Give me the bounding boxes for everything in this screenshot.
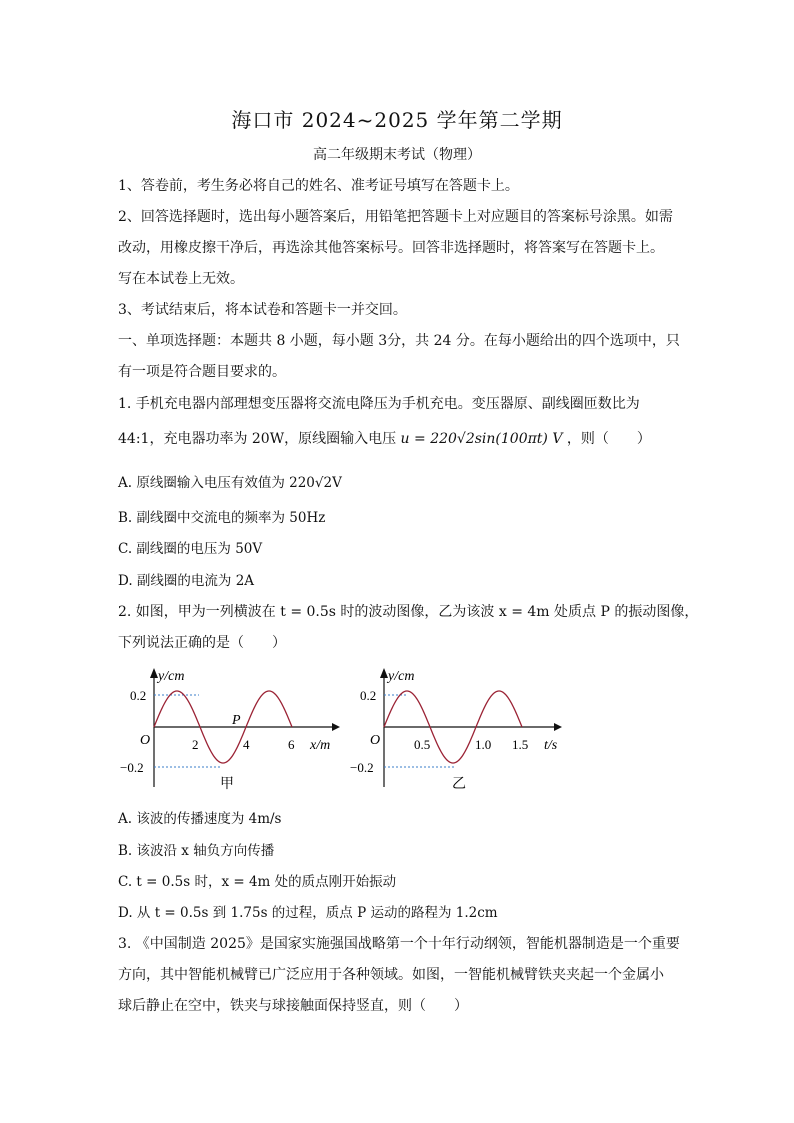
y-axis-arrow [380,668,388,678]
instruction-1: 1、答卷前，考生务必将自己的姓名、准考证号填写在答题卡上。 [118,178,519,194]
x-tick-2: 2 [192,737,199,752]
page-subtitle: 高二年级期末考试（物理） [313,147,481,163]
instruction-3: 3、考试结束后，将本试卷和答题卡一并交回。 [118,302,407,318]
instruction-2: 2、回答选择题时，选出每小题答案后，用铅笔把答题卡上对应题目的答案标号涂黑。如需 [118,209,673,225]
x-tick-6: 6 [288,737,295,752]
t-tick-0-5: 0.5 [414,737,431,752]
t-tick-1-0: 1.0 [475,737,492,752]
origin-label: O [370,733,381,748]
q3-stem-cont: 方向，其中智能机械臂已广泛应用于各种领域。如图，一智能机械臂铁夹夹起一个金属小 [118,967,664,983]
section-heading: 一、单项选择题：本题共 8 小题，每小题 3分，共 24 分。在每小题给出的四个选项中，只 [118,333,680,349]
q1-stem: 1. 手机充电器内部理想变压器将交流电降压为手机充电。变压器原、副线圈匝数比为 [118,396,640,412]
y-axis-label: y/cm [158,669,185,684]
q2-option-a: A. 该波的传播速度为 4m/s [118,811,282,827]
instruction-2-cont: 改动，用橡皮擦干净后，再选涂其他答案标号。回答非选择题时，将答案写在答题卡上。 [118,240,664,256]
q1-stem-part-b: ，则（ ） [566,431,651,447]
figure-caption-yi: 乙 [452,777,466,792]
x-axis-label: x/m [310,738,331,753]
y-tick-bottom: −0.2 [120,760,144,775]
q3-stem-end: 球后静止在空中，铁夹与球接触面保持竖直，则（ ） [118,998,468,1014]
q1-stem-cont [118,431,651,447]
q1-option-d: D. 副线圈的电流为 2A [118,573,255,589]
q2-option-d: D. 从 t = 0.5s 到 1.75s 的过程，质点 P 运动的路程为 1.2cm [118,905,498,921]
q1-formula: u = 220√2sin(100πt) V [400,431,563,447]
q2-stem: 2. 如图，甲为一列横波在 t = 0.5s 时的波动图像，乙为该波 x = 4m 处质点 P 的振动图像， [118,604,699,620]
t-axis-label: t/s [544,738,558,753]
q3-stem: 3. 《中国制造 2025》是国家实施强国战略第一个十年行动纲领，智能机器制造是一个重要 [118,936,680,952]
y-axis-arrow [150,668,158,678]
q1-option-b: B. 副线圈中交流电的频率为 50Hz [118,510,326,526]
q1-option-c: C. 副线圈的电压为 50V [118,541,263,557]
x-tick-4: 4 [243,737,250,752]
t-tick-1-5: 1.5 [512,737,529,752]
origin-label: O [140,733,151,748]
y-tick-top: 0.2 [360,688,377,703]
figure-caption-jia: 甲 [220,777,234,792]
y-tick-top: 0.2 [130,688,147,703]
q2-option-c: C. t = 0.5s 时，x = 4m 处的质点刚开始振动 [118,874,397,890]
x-axis-arrow [332,723,340,731]
vibration-graph-yi [348,662,578,797]
q2-stem-cont: 下列说法正确的是（ ） [118,635,286,651]
y-tick-bottom: −0.2 [350,760,374,775]
section-heading-cont: 有一项是符合题目要求的。 [118,364,286,380]
q2-option-b: B. 该波沿 x 轴负方向传播 [118,843,275,859]
wave-graph-jia [118,662,348,797]
page-title: 海口市 2024~2025 学年第二学期 [231,108,563,132]
y-axis-label: y/cm [388,669,415,684]
q1-option-a: A. 原线圈输入电压有效值为 220√2V [118,475,342,491]
point-p-label: P [232,713,241,728]
instruction-2-end: 写在本试卷上无效。 [118,271,244,287]
q1-stem-part-a: 44:1，充电器功率为 20W，原线圈输入电压 [118,431,397,447]
t-axis-arrow [554,723,562,731]
